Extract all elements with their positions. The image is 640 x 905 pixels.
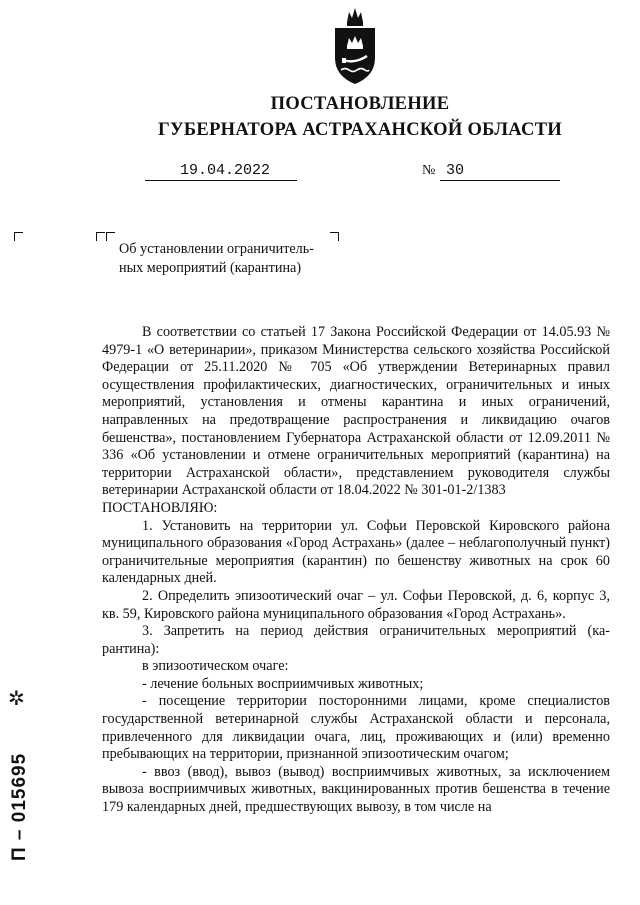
subject-line: ных мероприятий (карантина) [119, 260, 302, 276]
document-subject [119, 240, 359, 278]
decree-word: ПОСТАНОВЛЯЮ: [102, 499, 218, 516]
number-label: № [422, 163, 436, 178]
document-date: 19.04.2022 [179, 162, 270, 179]
prohibition-item: - лечение больных восприимчивых животных; [142, 675, 424, 692]
serial-number: П – 015695 [9, 752, 30, 861]
corner-mark [106, 232, 115, 241]
prohibition-item: - посещение территории посторонними лицами, кроме специалистов государственной ветеринарной службы Астраханской области и персонала, привлеченного для ликвидации очага, лиц, проживающих и (или) временно пребывающих на территории, признанной эпизоотическим очагом; [102, 693, 610, 763]
document-issuer: ГУБЕРНАТОРА АСТРАХАНСКОЙ ОБЛАСТИ [157, 120, 563, 140]
preamble-paragraph: В соответствии со статьей 17 Закона Российской Федерации от 14.05.93 № 4979-1 «О ветеринарии», приказом Министерства сельского хозяйства Российской Федерации от 25.11.2020 № 705 «Об утверждении Ветеринарных правил осуществления профилактических, диагностических, ограничительных и иных мероприятий, установления и отмены карантина и иных ограничений, направленных на предотвращение распространения и ликвидацию очагов бешенства», постановлением Губернатора Астраханской области от 12.09.2011 № 336 «Об установлении и отмене ограничительных мероприятий (карантина) на территории Астраханской области», представлением руководителя службы ветеринарии Астраханской области от 18.04.2022 № 301-01-2/1383 [102, 324, 610, 499]
item-2: 2. Определить эпизоотический очаг – ул. Софьи Перовской, д. 6, корпус 3, кв. 59, Кировского района муниципального образования «Город Астрахань». [102, 587, 610, 622]
document-body [102, 324, 610, 817]
document-number: 30 [446, 162, 465, 179]
date-underline [145, 180, 297, 181]
corner-mark [96, 232, 105, 241]
margin-mark: ✲ [8, 686, 25, 710]
item-3: 3. Запретить на период действия ограничительных мероприятий (карантина): [102, 623, 610, 657]
document-title: ПОСТАНОВЛЕНИЕ [270, 94, 450, 114]
number-underline [440, 180, 560, 181]
item-1: 1. Установить на территории ул. Софьи Перовской Кировского района муниципального образования «Город Астрахань» (далее – неблагополучный пункт) ограничительные мероприятия (карантин) по бешенству животных на срок 60 календарных дней. [102, 517, 610, 587]
prohibition-item: - ввоз (ввод), вывоз (вывод) восприимчивых животных, за исключением вывоза восприимчивых животных, вакцинированных против бешенства в течение 179 календарных дней, предшествующих вывозу, в том числе на [102, 763, 610, 816]
coat-of-arms-icon [325, 6, 385, 88]
item-3-subheading: в эпизоотическом очаге: [142, 658, 289, 675]
serial-number-block [6, 690, 30, 861]
corner-mark [14, 232, 23, 241]
subject-line: Об установлении ограничитель- [119, 241, 314, 257]
